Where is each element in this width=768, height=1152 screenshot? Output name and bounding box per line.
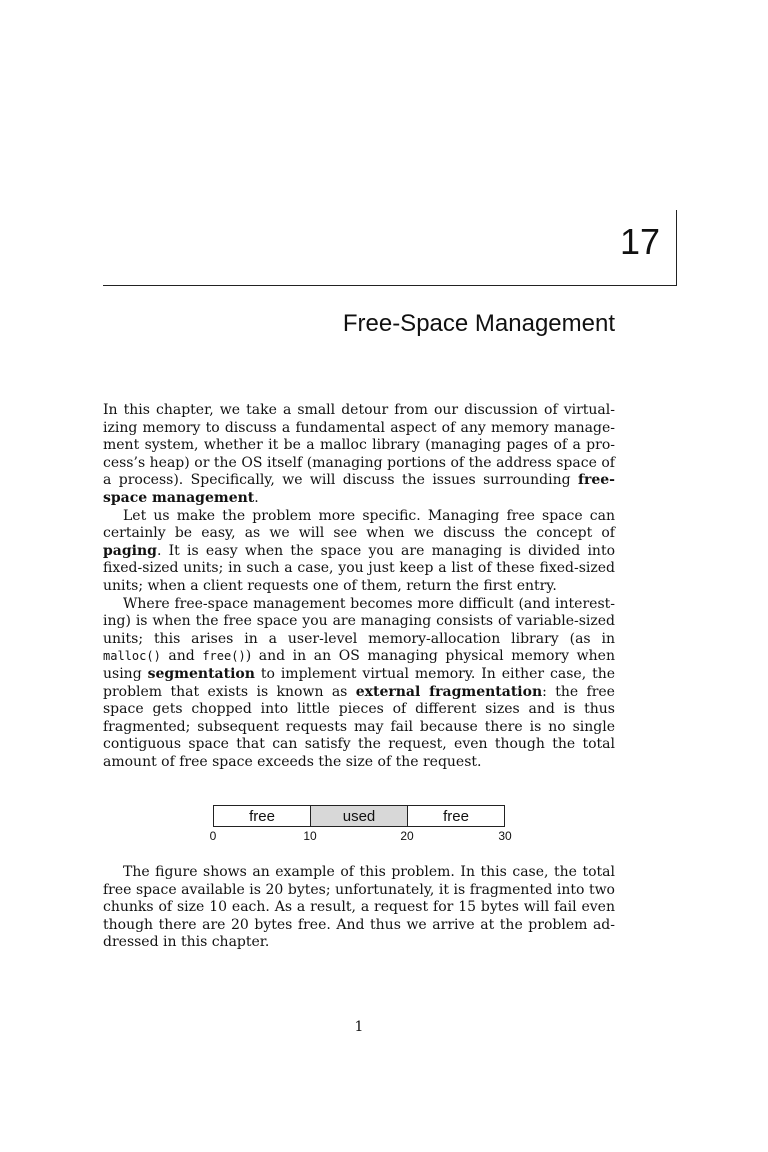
paragraph-1 <box>103 402 615 508</box>
paragraph-4: The figure shows an example of this problem. In this case, the total free space available is 20 bytes; unfortunately, it is fragmented into two chunks of size 10 each. As a result, a request for 15 bytes will fail even though there are 20 bytes free. And thus we arrive at the problem addressed in this chapter. <box>103 864 615 951</box>
term-segmentation: segmentation <box>147 665 255 682</box>
tick-label: 20 <box>400 829 414 843</box>
p3-text-d: to implement virtual memory. In either case, the problem that exists is known as <box>103 665 616 700</box>
p1-text-c: . <box>254 489 259 506</box>
chapter-vertical-rule <box>676 210 677 286</box>
p2-text-c: . It is easy when the space you are managing is divided into fixed-sized units; in such a case, you just keep a list of these fixed-sized units; when a client requests one of them, return the first entry. <box>103 542 615 594</box>
chapter-title: Free-Space Management <box>342 310 615 337</box>
p3-text-e: : the free space gets chopped into little pieces of different sizes and is thus fragmented; subsequent requests may fail because there is no single contiguous space that can satisfy the request, even though the total amount of free space exceeds the size of the request. <box>103 683 615 770</box>
body-text <box>103 402 615 771</box>
p3-text-c: ) and in an OS managing physical memory when using <box>103 648 615 682</box>
term-external-fragmentation: external fragmentation <box>355 683 543 700</box>
tick-label: 10 <box>303 829 317 843</box>
code-free: free() <box>202 649 246 664</box>
tick-label: 0 <box>209 829 217 843</box>
body-text-after-figure <box>103 864 615 952</box>
term-free-space-management: free-space management <box>103 472 615 506</box>
code-malloc: malloc() <box>103 649 161 664</box>
p1-text-a: In this chapter, we take a small detour from our discussion of virtualizing memory to discuss a fundamental aspect of any memory management system, whether it be a malloc library (managing pages of a process’s heap) or the OS itself (managing portions of the address space of a process). Specifically, we will discuss the issues surrounding <box>103 402 615 489</box>
page-number: 1 <box>354 1019 364 1035</box>
segment-free-1: free <box>249 807 275 825</box>
p3-text-a: Where free-space management becomes more difficult (and interesting) is when the free space you are managing consists of variable-sized units; this arises in a user-level memory-allocation library (as in <box>103 595 615 647</box>
segment-free-2: free <box>443 807 469 825</box>
fragmentation-figure <box>213 805 505 827</box>
paragraph-2 <box>103 508 615 596</box>
chapter-number: 17 <box>619 221 660 262</box>
p2-text-a: Let us make the problem more specific. Managing free space can certainly be easy, as we will see when we discuss the concept of <box>103 507 615 542</box>
paragraph-3 <box>103 596 615 772</box>
chapter-horizontal-rule <box>103 285 677 286</box>
segment-used: used <box>310 806 408 826</box>
tick-label: 30 <box>498 829 512 843</box>
term-paging: paging <box>103 542 157 559</box>
p3-text-b: and <box>160 648 203 665</box>
